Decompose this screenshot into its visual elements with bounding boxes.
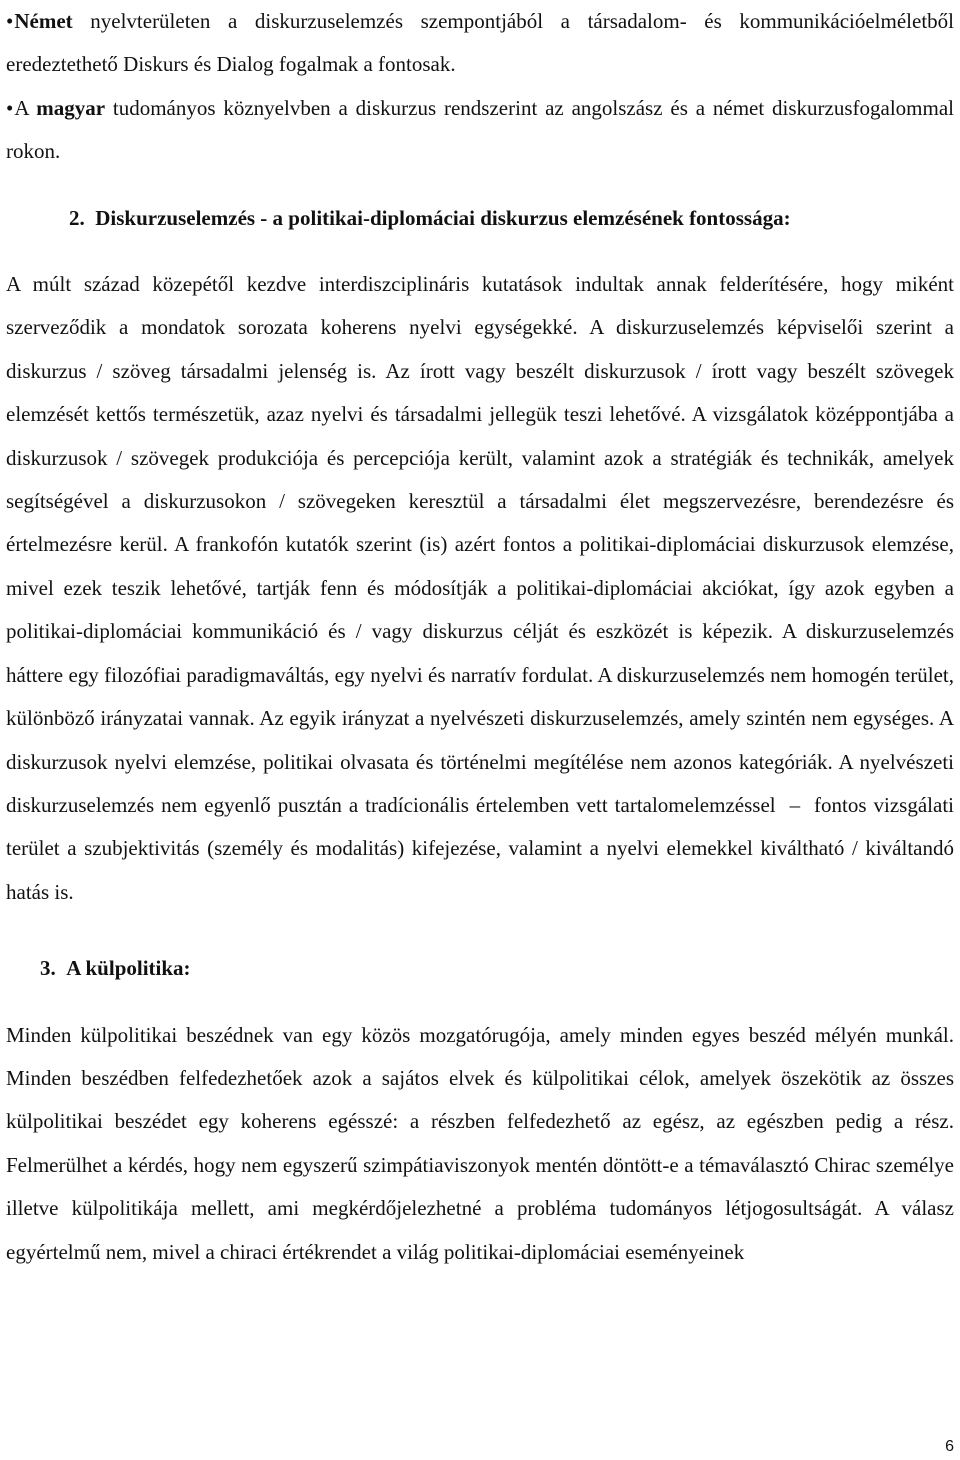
spacer	[6, 991, 954, 1014]
section-3-paragraph: Minden külpolitikai beszédnek van egy közös mozgatórugója, amely minden egyes beszéd mélyén munkál. Minden beszédben felfedezhetőek azok a sajátos elvek és külpolitikai célok, amelyek öszekötik az összes külpolitikai beszédet egy koherens egésszé: a részben felfedezhető az egész, az egészben pedig a rész. Felmerülhet a kérdés, hogy nem egyszerű szimpátiaviszonyok mentén döntött-e a témaválasztó Chirac személye illetve külpolitikája mellett, ami megkérdőjelezhetné a probléma tudományos létjogosultságát. A válasz egyértelmű nem, mivel a chiraci értékrendet a világ politikai-diplomáciai eseményeinek	[6, 1022, 954, 1264]
section-heading-2: 2. Diskurzuselemzés - a politikai-diplomáciai diskurzus elemzésének fontossága:	[69, 205, 791, 230]
bullet-item-german	[6, 0, 954, 87]
page-number: 6	[945, 1438, 954, 1455]
bullet-mark: •	[6, 95, 14, 120]
bullet-lead-word: magyar	[36, 95, 106, 120]
bullet-item-hungarian	[6, 87, 954, 174]
bullet-text: tudományos köznyelvben a diskurzus rendszerint az angolszász és a német diskurzusfogalommal rokon.	[6, 95, 954, 164]
bullet-text: nyelvterületen a diskurzuselemzés szempontjából a társadalom- és kommunikációelméletből eredeztethető Diskurs és Dialog fogalmak a fontosak.	[6, 9, 954, 77]
document-page	[6, 0, 954, 1274]
bullet-mark: •	[6, 9, 14, 33]
bullet-text-before: A	[14, 95, 37, 120]
section-2-paragraph: A múlt század közepétől kezdve interdiszciplináris kutatások indultak annak felderítésére, hogy miként szerveződik a mondatok sorozata koherens nyelvi egységekké. A diskurzuselemzés képviselői szerint a diskurzus / szöveg társadalmi jelenség is. Az írott vagy beszélt diskurzusok / írott vagy beszélt szövegek elemzését kettős természetük, azaz nyelvi és társadalmi jellegük teszi lehetővé. A vizsgálatok középpontjába a diskurzusok / szövegek produkciója és percepciója került, valamint azok a stratégiák és technikák, amelyek segítségével a diskurzusokon / szövegeken keresztül a társadalmi élet megszervezésre, berendezésre és értelmezésre kerül. A frankofón kutatók szerint (is) azért fontos a politikai-diplomáciai diskurzusok elemzése, mivel ezek teszik lehetővé, tartják fenn és módosítják a politikai-diplomáciai akciókat, így azok egyben a politikai-diplomáciai kommunikáció és / vagy diskurzus célját és eszközét is képezik. A diskurzuselemzés háttere egy filozófiai paradigmaváltás, egy nyelvi és narratív fordulat. A diskurzuselemzés nem homogén terület, különböző irányzatai vannak. Az egyik irányzat a nyelvészeti diskurzuselemzés, amely szintén nem egységes. A diskurzusok nyelvi elemzése, politikai olvasata és történelmi megítélése nem azonos kategóriák. A nyelvészeti diskurzuselemzés nem egyenlő pusztán a tradícionális értelemben vett tartalomelemzéssel – fontos vizsgálati terület a szubjektivitás (személy és modalitás) kifejezése, valamint a nyelvi elemekkel kiváltható / kiváltandó hatás is.	[6, 272, 954, 904]
bullet-lead-word: Német	[14, 9, 73, 33]
section-heading-3: 3. A külpolitika:	[40, 956, 191, 981]
spacer	[6, 240, 954, 263]
